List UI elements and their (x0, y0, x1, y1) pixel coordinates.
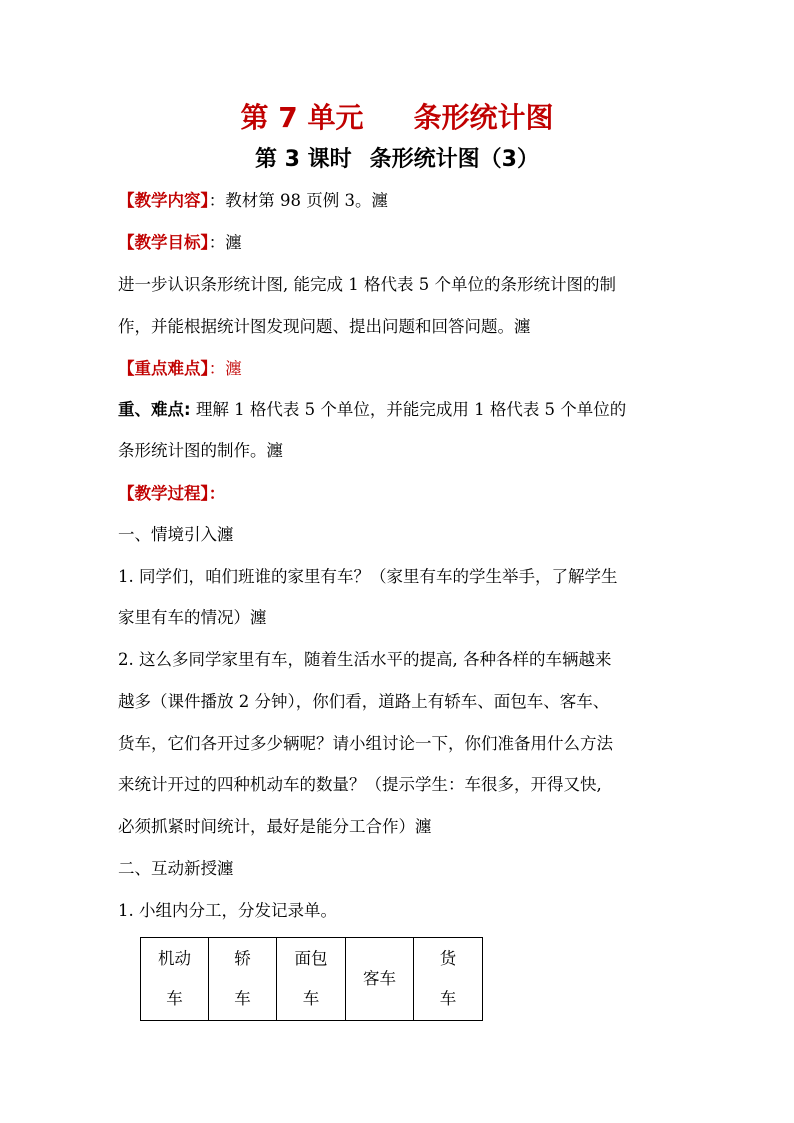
s2-p1-line: 1. 小组内分工，分发记录单。 (118, 901, 337, 920)
paragraph-mark: 瀍 (225, 359, 242, 378)
keypoints-line-1 (118, 396, 688, 424)
section-1-text: 一、情境引入 (118, 525, 217, 544)
p1-line-2 (118, 604, 688, 632)
p2-text-5: 必须抓紧时间统计，最好是能分工合作） (118, 817, 415, 836)
table-header-cell: 轿 车 (209, 938, 277, 1021)
paragraph-mark: 瀍 (514, 317, 531, 336)
section-1-heading (118, 521, 688, 549)
content-colon: ： (208, 191, 226, 210)
keypoints-heading (118, 355, 688, 383)
unit-number: 第 7 单元 (240, 101, 364, 134)
unit-title (0, 96, 794, 140)
content-line (118, 187, 688, 215)
goals-text-2: 作，并能根据统计图发现问题、提出问题和回答问题。 (118, 317, 514, 336)
keypoints-line-2 (118, 437, 688, 465)
keypoints-label: 【重点难点】 (118, 359, 209, 378)
p2-line-3: 货车，它们各开过多少辆呢？请小组讨论一下，你们准备用什么方法 (118, 734, 613, 753)
keypoints-colon: ： (208, 359, 226, 378)
p2-line-1: 2. 这么多同学家里有车，随着生活水平的提高, 各种各样的车辆越来 (118, 650, 612, 669)
lesson-topic: 条形统计图（3） (369, 147, 539, 172)
paragraph-mark: 瀍 (371, 191, 388, 210)
paragraph-mark: 瀍 (225, 233, 242, 252)
paragraph-mark: 瀍 (217, 859, 234, 878)
keypoints-text-2: 条形统计图的制作。 (118, 441, 267, 460)
table-header-cell: 面包 车 (277, 938, 346, 1021)
record-table (140, 937, 483, 1021)
goals-label: 【教学目标】 (118, 233, 209, 252)
table-header-cell: 机动 车 (141, 938, 209, 1021)
paragraph-mark: 瀍 (250, 608, 267, 627)
p2-line-5 (118, 813, 688, 841)
content-text: 教材第 98 页例 3。 (225, 191, 372, 210)
table-row (141, 938, 483, 1021)
unit-topic: 条形统计图 (413, 101, 554, 134)
lesson-number: 第 3 课时 (255, 147, 352, 172)
goals-heading (118, 229, 688, 257)
paragraph-mark: 瀍 (217, 525, 234, 544)
p1-line-1: 1. 同学们，咱们班谁的家里有车？（家里有车的学生举手，了解学生 (118, 567, 618, 586)
keypoints-text-1: 理解 1 格代表 5 个单位，并能完成用 1 格代表 5 个单位的 (190, 400, 627, 419)
goals-line-1: 进一步认识条形统计图, 能完成 1 格代表 5 个单位的条形统计图的制 (118, 275, 616, 294)
section-2-text: 二、互动新授 (118, 859, 217, 878)
table-header-cell: 货 车 (414, 938, 483, 1021)
process-label: 【教学过程】 (118, 484, 209, 503)
goals-colon: ： (208, 233, 226, 252)
paragraph-mark: 瀍 (266, 441, 283, 460)
goals-line-2 (118, 313, 688, 341)
keypoints-prefix: 重、难点: (118, 400, 191, 419)
table-header-cell: 客车 (346, 938, 414, 1021)
process-colon: ： (208, 484, 226, 503)
section-2-heading (118, 855, 688, 883)
p2-line-4: 来统计开过的四种机动车的数量？（提示学生：车很多，开得又快, (118, 775, 602, 794)
paragraph-mark: 瀍 (415, 817, 432, 836)
process-heading (118, 480, 688, 508)
p1-text-2: 家里有车的情况） (118, 608, 250, 627)
lesson-title (0, 142, 794, 178)
content-label: 【教学内容】 (118, 191, 209, 210)
p2-line-2: 越多（课件播放 2 分钟），你们看，道路上有轿车、面包车、客车、 (118, 692, 610, 711)
